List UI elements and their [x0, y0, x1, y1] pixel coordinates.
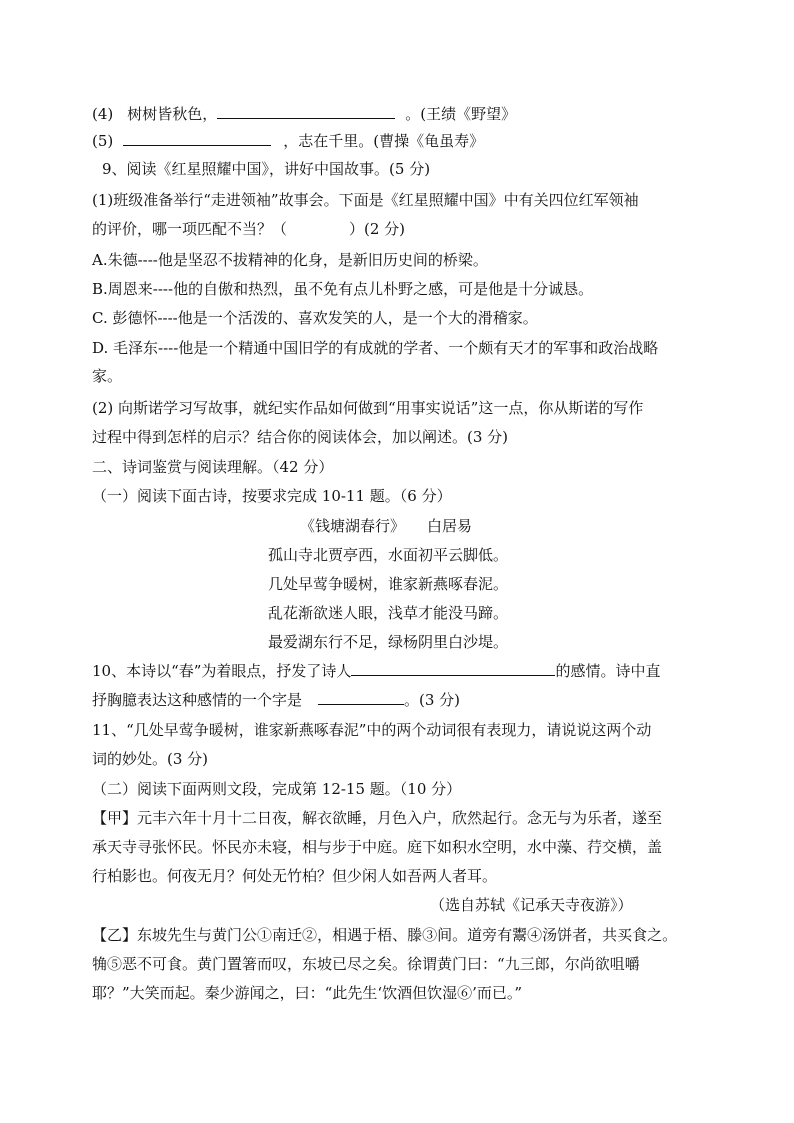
jia-line3: 行柏影也。何夜无月？何处无竹柏？但少闲人如吾两人者耳。 [92, 867, 498, 885]
jia-line2: 承天寺寻张怀民。怀民亦未寝，相与步于中庭。庭下如积水空明，水中藻、荇交横，盖 [92, 838, 663, 856]
yi-text: ，相遇于梧、滕 [317, 926, 423, 944]
item-number: (4) [92, 105, 114, 123]
poem-author: 白居易 [427, 517, 473, 535]
q9-option-b: B.周恩来----他的自傲和热烈，虽不免有点儿朴野之感，可是他是十分诚恳。 [92, 280, 594, 298]
q9-option-a: A.朱德----他是坚忍不拔精神的化身，是新旧历史间的桥梁。 [92, 251, 488, 269]
poem-heading [300, 516, 600, 536]
footnote-marker: ⑥ [457, 984, 473, 1002]
q9-option-d-line2: 家。 [92, 367, 123, 385]
section2-title: 二、诗词鉴赏与阅读理解。（42 分） [92, 458, 334, 476]
yi-text: 间。道旁有鬻 [437, 926, 528, 944]
item-text: ，志在千里。(曹操《龟虽寿》 [283, 132, 485, 150]
answer-blank[interactable] [318, 690, 404, 705]
q11-line2: 词的妙处。(3 分) [92, 750, 209, 768]
q11-line1: 11、“几处早莺争暖树，谁家新燕啄春泥”中的两个动词很有表现力，请说说这两个动 [92, 721, 652, 739]
poem-title: 《钱塘湖春行》 [300, 517, 406, 535]
footnote-marker: ⑤ [107, 955, 123, 973]
yi-line2 [92, 954, 704, 974]
jia-line1: 【甲】元丰六年十月十二日夜，解衣欲睡，月色入户，欣然起行。念无与为乐者，遂至 [92, 809, 663, 827]
poem-line: 孤山寺北贾亭西，水面初平云脚低。 [268, 546, 509, 564]
q10-score: 。(3 分) [404, 691, 461, 709]
q9-title: 9、阅读《红星照耀中国》，讲好中国故事。(5 分) [102, 160, 431, 178]
part2-title: （二）阅读下面两则文段，完成第 12-15 题。（10 分） [92, 780, 462, 798]
answer-blank[interactable] [351, 661, 555, 676]
q8-item4 [92, 104, 704, 124]
footnote-marker: ① [257, 926, 273, 944]
q10-line2 [92, 690, 704, 710]
q9-option-d-line1: D. 毛泽东----他是一个精通中国旧学的有成就的学者、一个颇有天才的军事和政治战略 [92, 339, 659, 357]
poem-line: 乱花渐欲迷人眼，浅草才能没马蹄。 [268, 604, 509, 622]
q9-p1-line2-text: 的评价，哪一项匹配不当？（ [92, 220, 288, 238]
yi-text: 汤饼者，共买食之。 [542, 926, 678, 944]
yi-text: ’而已。” [472, 984, 523, 1002]
jia-source: （选自苏轼《记承天寺夜游》） [430, 896, 633, 914]
poem-line: 最爱湖东行不足，绿杨阴里白沙堤。 [268, 633, 509, 651]
yi-text: 【乙】东坡先生与黄门公 [92, 926, 258, 944]
footnote-marker: ③ [422, 926, 438, 944]
yi-line3 [92, 983, 704, 1003]
q9-p1-line1: (1)班级准备举行“走进领袖”故事会。下面是《红星照耀中国》中有关四位红军领袖 [92, 191, 639, 209]
q9-option-c: C. 彭德怀----他是一个活泼的、喜欢发笑的人，是一个大的滑稽家。 [92, 309, 538, 327]
item-number: (5) [92, 132, 114, 150]
q10-text: 10、本诗以“春”为着眼点，抒发了诗人 [92, 662, 352, 680]
q10-line1 [92, 661, 704, 681]
yi-text: 耶？”大笑而起。秦少游闻之，曰：“此先生‘饮酒但饮湿 [92, 984, 458, 1002]
yi-text: 南迁 [272, 926, 303, 944]
item-source: 。(王绩《野望》 [405, 105, 517, 123]
q9-p1-line2-score: ）(2 分) [349, 220, 406, 238]
part1-title: （一）阅读下面古诗，按要求完成 10-11 题。（6 分） [92, 487, 452, 505]
q10-text-end: 的感情。诗中直 [555, 662, 661, 680]
footnote-marker: ④ [527, 926, 543, 944]
yi-line1 [92, 925, 704, 945]
answer-blank[interactable] [217, 104, 395, 119]
footnote-marker: ② [302, 926, 318, 944]
q10-text: 抒胸臆表达这种感情的一个字是 [92, 691, 303, 709]
answer-blank[interactable] [123, 131, 271, 146]
q9-p2-line2: 过程中得到怎样的启示？结合你的阅读体会，加以阐述。(3 分) [92, 428, 509, 446]
yi-text: 觕 [92, 955, 108, 973]
q9-p1-line2 [92, 219, 704, 239]
yi-text: 恶不可食。黄门置箸而叹，东坡已尽之矣。徐谓黄门曰：“九三郎，尔尚欲咀嚼 [122, 955, 640, 973]
q8-item5 [92, 131, 704, 151]
item-text: 树树皆秋色， [127, 105, 218, 123]
poem-line: 几处早莺争暖树，谁家新燕啄春泥。 [268, 575, 509, 593]
q9-p2-line1: (2) 向斯诺学习写故事，就纪实作品如何做到“用事实说话”这一点，你从斯诺的写作 [92, 399, 644, 417]
